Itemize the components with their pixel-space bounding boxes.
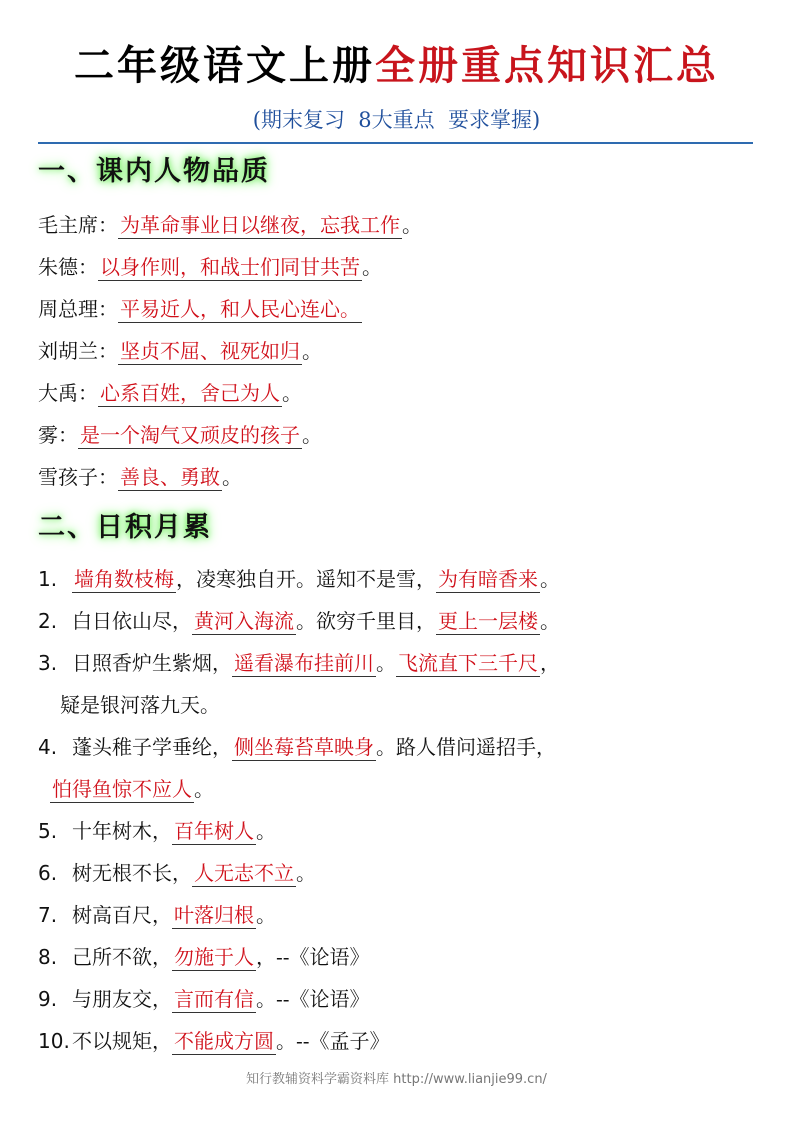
poem-row	[38, 606, 560, 636]
answer-phrase: 遥看瀑布挂前川	[234, 651, 374, 675]
text-phrase: 。	[540, 609, 560, 633]
poem-row	[38, 690, 220, 720]
answer-phrase: 墙角数枝梅	[74, 567, 174, 591]
poem-row	[38, 858, 316, 888]
section2-heading: 二、日积月累	[38, 512, 212, 543]
text-phrase: 。	[540, 567, 560, 591]
poem-row	[38, 942, 370, 972]
text-phrase: 十年树木，	[72, 819, 172, 843]
text-phrase: 。--《论语》	[256, 987, 370, 1011]
text-phrase: 。欲穷千里目，	[296, 609, 436, 633]
character-row	[38, 252, 382, 282]
item-number: 8.	[38, 945, 58, 969]
item-number: 1.	[38, 567, 58, 591]
character-quality-answer: 坚贞不屈、视死如归	[120, 339, 300, 363]
text-phrase: 。	[256, 903, 276, 927]
poem-row	[38, 732, 556, 762]
text-phrase: 。	[376, 651, 396, 675]
item-number: 4.	[38, 735, 58, 759]
text-phrase: 树高百尺，	[72, 903, 172, 927]
character-name: 刘胡兰：	[38, 339, 118, 363]
answer-phrase: 侧坐莓苔草映身	[234, 735, 374, 759]
text-phrase: ，	[540, 651, 560, 675]
item-number: 7.	[38, 903, 58, 927]
poem-row	[38, 648, 560, 678]
text-phrase: 与朋友交，	[72, 987, 172, 1011]
poem-row	[38, 816, 276, 846]
item-number: 10.	[38, 1029, 70, 1053]
text-phrase: 疑是银河落九天。	[60, 693, 220, 717]
character-row	[38, 294, 362, 324]
poem-row	[38, 774, 214, 804]
answer-phrase: 为有暗香来	[438, 567, 538, 591]
text-phrase: ，凌寒独自开。遥知不是雪，	[176, 567, 436, 591]
character-quality-answer: 是一个淘气又顽皮的孩子	[80, 423, 300, 447]
answer-phrase: 更上一层楼	[438, 609, 538, 633]
character-row	[38, 378, 302, 408]
text-phrase: 。--《孟子》	[276, 1029, 390, 1053]
page-subtitle: (期末复习 8大重点 要求掌握)	[252, 108, 541, 132]
item-number: 9.	[38, 987, 58, 1011]
character-name: 雾：	[38, 423, 78, 447]
footer-watermark: 知行教辅资料学霸资料库 http://www.lianjie99.cn/	[246, 1072, 547, 1087]
poem-row	[38, 984, 370, 1014]
item-number: 5.	[38, 819, 58, 843]
text-phrase: 不以规矩，	[72, 1029, 172, 1053]
character-name: 周总理：	[38, 297, 118, 321]
poem-row	[38, 564, 560, 594]
row-end-punct: 。	[302, 339, 322, 363]
poem-row	[38, 1026, 390, 1056]
character-quality-answer: 为革命事业日以继夜，忘我工作	[120, 213, 400, 237]
text-phrase: 日照香炉生紫烟，	[72, 651, 232, 675]
title-divider	[38, 142, 753, 144]
character-name: 朱德：	[38, 255, 98, 279]
page-title-black: 二年级语文上册	[74, 43, 375, 89]
row-end-punct: 。	[402, 213, 422, 237]
text-phrase: 树无根不长，	[72, 861, 192, 885]
answer-phrase: 黄河入海流	[194, 609, 294, 633]
character-name: 毛主席：	[38, 213, 118, 237]
page-title	[0, 38, 793, 94]
character-quality-answer: 平易近人，和人民心连心。	[120, 297, 360, 321]
item-number: 3.	[38, 651, 58, 675]
answer-phrase: 勿施于人	[174, 945, 254, 969]
text-phrase: 蓬头稚子学垂纶，	[72, 735, 232, 759]
character-row	[38, 210, 422, 240]
character-row	[38, 336, 322, 366]
answer-phrase: 飞流直下三千尺	[398, 651, 538, 675]
character-row	[38, 420, 322, 450]
character-name: 大禹：	[38, 381, 98, 405]
answer-phrase: 人无志不立	[194, 861, 294, 885]
row-end-punct: 。	[222, 465, 242, 489]
text-phrase: 。路人借问遥招手，	[376, 735, 556, 759]
item-number: 6.	[38, 861, 58, 885]
answer-phrase: 不能成方圆	[174, 1029, 274, 1053]
character-quality-answer: 以身作则，和战士们同甘共苦	[100, 255, 360, 279]
text-phrase: ，--《论语》	[256, 945, 370, 969]
character-quality-answer: 善良、勇敢	[120, 465, 220, 489]
row-end-punct: 。	[362, 255, 382, 279]
character-row	[38, 462, 242, 492]
text-phrase: 己所不欲，	[72, 945, 172, 969]
text-phrase: 白日依山尽，	[72, 609, 192, 633]
row-end-punct: 。	[282, 381, 302, 405]
text-phrase: 。	[256, 819, 276, 843]
character-name: 雪孩子：	[38, 465, 118, 489]
answer-phrase: 百年树人	[174, 819, 254, 843]
section1-heading: 一、课内人物品质	[38, 156, 270, 187]
page-title-red: 全册重点知识汇总	[375, 43, 719, 89]
answer-phrase: 叶落归根	[174, 903, 254, 927]
poem-row	[38, 900, 276, 930]
character-quality-answer: 心系百姓，舍己为人	[100, 381, 280, 405]
text-phrase: 。	[194, 777, 214, 801]
text-phrase: 。	[296, 861, 316, 885]
answer-phrase: 言而有信	[174, 987, 254, 1011]
row-end-punct: 。	[302, 423, 322, 447]
item-number: 2.	[38, 609, 58, 633]
answer-phrase: 怕得鱼惊不应人	[52, 777, 192, 801]
